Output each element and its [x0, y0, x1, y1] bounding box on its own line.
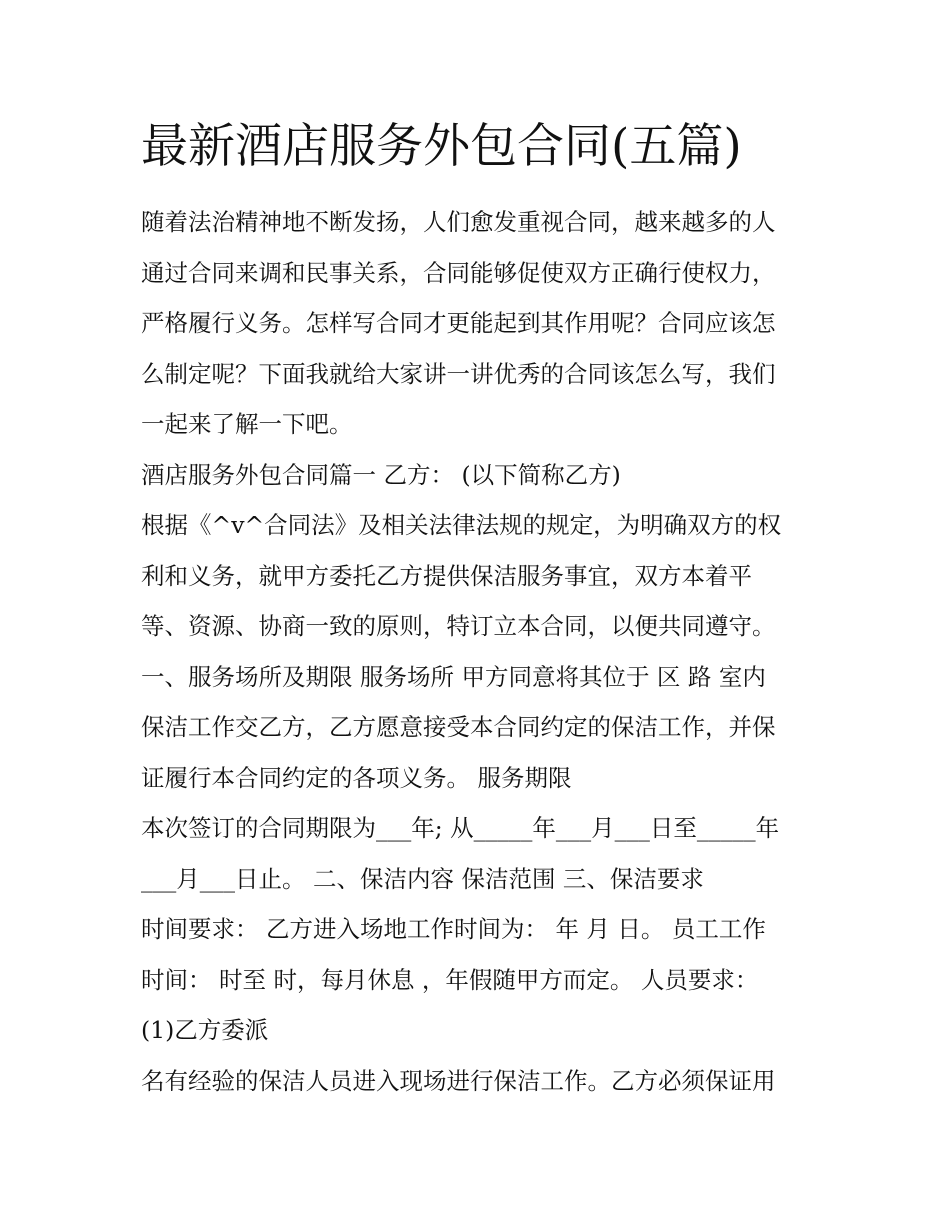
body-line: 名有经验的保洁人员进入现场进行保洁工作。乙方必须保证用: [141, 1067, 776, 1095]
body-line: 一、服务场所及期限 服务场所 甲方同意将其位于 区 路 室内: [141, 663, 766, 691]
document-title: 最新酒店服务外包合同(五篇): [141, 119, 742, 174]
body-line: 根据《^v^合同法》及相关法律法规的规定，为明确双方的权: [141, 511, 782, 539]
body-line: 保洁工作交乙方，乙方愿意接受本合同约定的保洁工作，并保: [141, 713, 776, 741]
body-line: 通过合同来调和民事关系，合同能够促使双方正确行使权力，: [141, 259, 776, 287]
body-line: 么制定呢？下面我就给大家讲一讲优秀的合同该怎么写，我们: [141, 360, 776, 388]
body-line: 严格履行义务。怎样写合同才更能起到其作用呢？合同应该怎: [141, 309, 776, 337]
body-line: 证履行本合同约定的各项义务。 服务期限: [141, 764, 572, 792]
body-line: 一起来了解一下吧。: [141, 410, 353, 438]
body-line: ___月___日止。 二、保洁内容 保洁范围 三、保洁要求: [141, 865, 704, 893]
body-line: (1)乙方委派: [141, 1016, 269, 1044]
body-line: 酒店服务外包合同篇一 乙方： (以下简称乙方): [141, 461, 621, 489]
body-line: 利和义务，就甲方委托乙方提供保洁服务事宜，双方本着平: [141, 562, 752, 590]
body-line: 时间： 时至 时，每月休息 ，年假随甲方而定。 人员要求：: [141, 966, 759, 994]
body-line: 本次签订的合同期限为___年; 从_____年___月___日至_____年: [141, 814, 780, 842]
body-line: 时间要求： 乙方进入场地工作时间为： 年 月 日。 员工工作: [141, 915, 766, 943]
body-line: 随着法治精神地不断发扬，人们愈发重视合同，越来越多的人: [141, 208, 776, 236]
body-line: 等、资源、协商一致的原则，特订立本合同，以便共同遵守。: [141, 612, 776, 640]
